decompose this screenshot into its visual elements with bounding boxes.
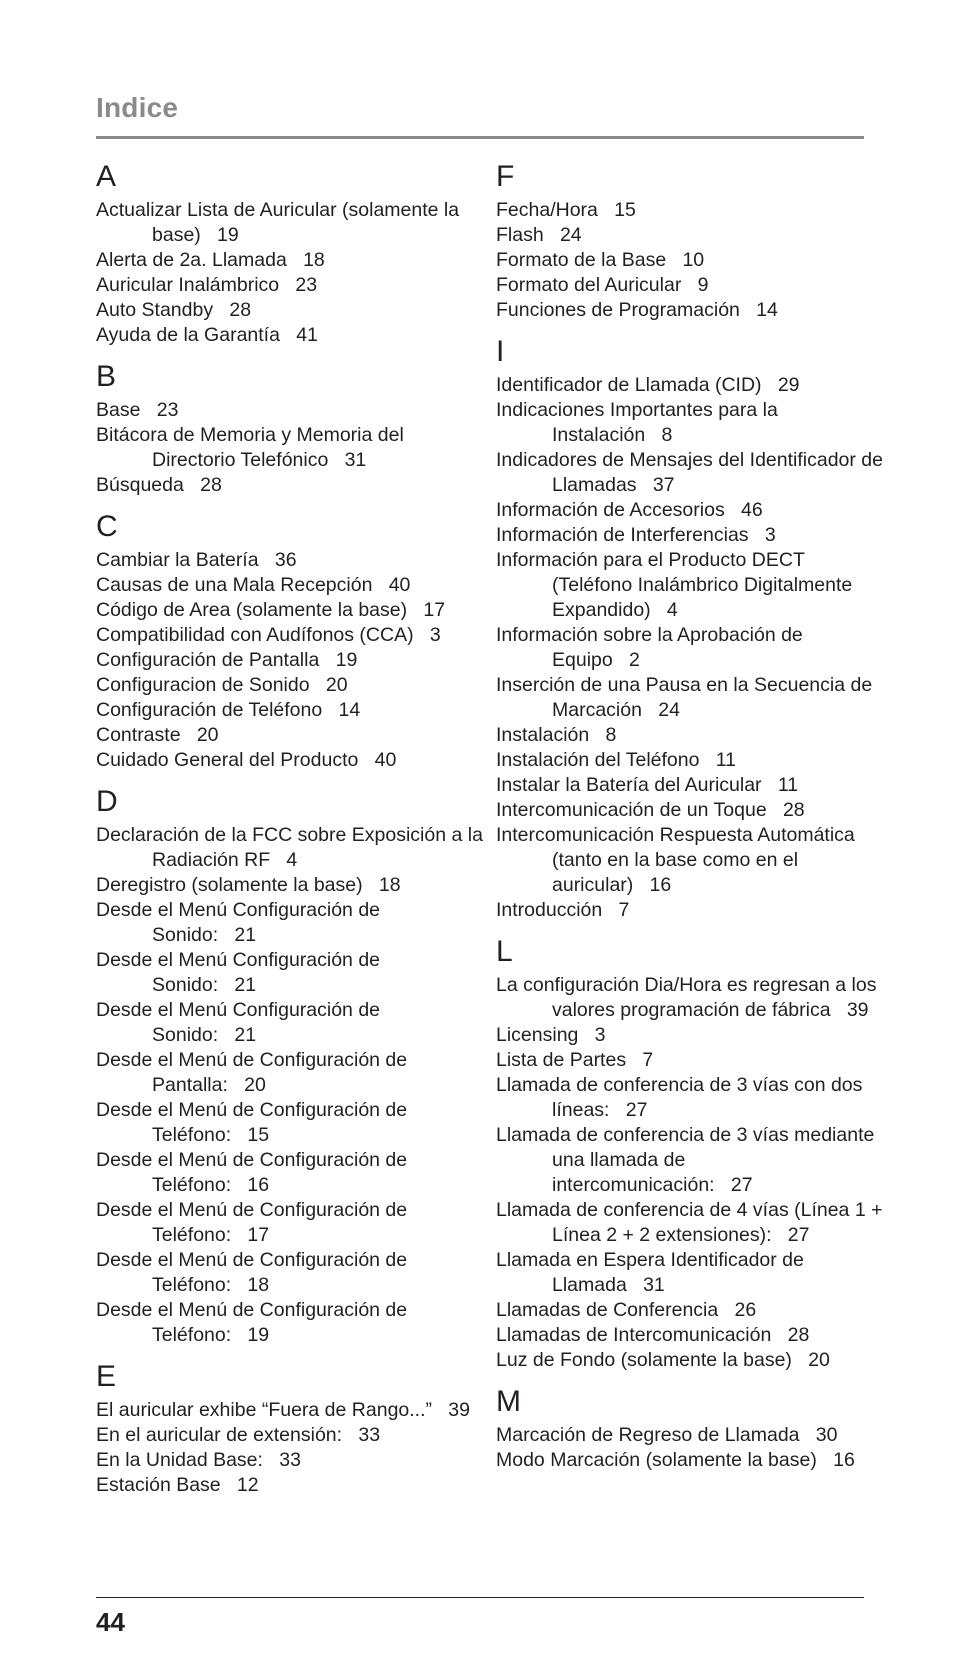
index-entry-text: Causas de una Mala Recepción (96, 574, 373, 596)
section-letter: B (96, 360, 117, 393)
index-entry-text: Inserción de una Pausa en la Secuencia de Marcación (496, 674, 873, 721)
section-letter: A (96, 160, 117, 193)
index-entry-page: 8 (605, 724, 617, 746)
index-entry-text: Desde el Menú de Configuración de Teléfono: (96, 1299, 408, 1346)
index-entry-text: Auricular Inalámbrico (96, 274, 280, 296)
index-entry-page: 2 (628, 649, 640, 671)
index-entry (496, 223, 886, 248)
index-entry (496, 448, 886, 498)
index-entry (496, 198, 886, 223)
index-entry (496, 373, 886, 398)
index-entry-text: Desde el Menú Configuración de Sonido: (96, 899, 381, 946)
index-entry-page: 20 (808, 1349, 830, 1371)
index-entry-list (96, 398, 486, 498)
index-entry (496, 248, 886, 273)
index-entry-page: 40 (374, 749, 397, 771)
index-entry (96, 698, 486, 723)
index-entry-page: 16 (649, 874, 672, 896)
index-entry (496, 673, 886, 723)
index-entry (96, 423, 486, 473)
index-entry-page: 31 (344, 449, 367, 471)
index-entry-text: Desde el Menú Configuración de Sonido: (96, 999, 381, 1046)
index-entry-text: Llamadas de Intercomunicación (496, 1324, 772, 1346)
index-entry (496, 1248, 886, 1298)
index-entry-page: 39 (448, 1399, 470, 1421)
index-entry (96, 398, 486, 423)
index-entry (96, 598, 486, 623)
index-entry-page: 33 (358, 1424, 381, 1446)
index-entry-page: 14 (338, 699, 361, 721)
index-entry (96, 1448, 486, 1473)
index-entry-text: Identificador de Llamada (CID) (496, 374, 762, 396)
index-entry-page: 36 (274, 549, 297, 571)
section-letter: E (96, 1360, 117, 1393)
index-entry (496, 1048, 886, 1073)
index-entry-page: 19 (335, 649, 358, 671)
index-entry-page: 4 (286, 849, 298, 871)
index-entry-text: Información de Accesorios (496, 499, 725, 521)
index-entry-page: 30 (815, 1424, 838, 1446)
page-number: 44 (96, 1607, 125, 1637)
index-entry-text: Configuracion de Sonido (96, 674, 310, 696)
index-entry-page: 3 (764, 524, 776, 546)
index-entry-page: 16 (833, 1449, 855, 1471)
index-entry (96, 323, 486, 348)
index-entry-text: Deregistro (solamente la base) (96, 874, 363, 896)
index-entry-text: Fecha/Hora (496, 199, 598, 221)
index-entry-text: Configuración de Pantalla (96, 649, 320, 671)
index-entry (496, 723, 886, 748)
index-entry-text: Formato del Auricular (496, 274, 682, 296)
index-entry-text: Indicaciones Importantes para la Instalación (496, 399, 778, 446)
index-entry-text: Desde el Menú de Configuración de Teléfono: (96, 1199, 408, 1246)
index-entry-text: Declaración de la FCC sobre Exposición a la Radiación RF (96, 824, 483, 871)
index-entry (96, 1148, 486, 1198)
index-entry (96, 1423, 486, 1448)
index-entry-page: 10 (682, 249, 705, 271)
section-letter: M (496, 1385, 521, 1418)
index-entry-text: Instalación del Teléfono (496, 749, 700, 771)
index-entry (96, 573, 486, 598)
index-entry-text: Intercomunicación de un Toque (496, 799, 767, 821)
index-section-i (496, 333, 886, 923)
index-entry-page: 23 (156, 399, 179, 421)
index-entry (496, 273, 886, 298)
section-letter: F (496, 160, 515, 193)
index-entry-text: Configuración de Teléfono (96, 699, 323, 721)
index-entry-list (96, 548, 486, 773)
index-entry (96, 548, 486, 573)
index-entry-text: Instalación (496, 724, 590, 746)
index-entry (96, 648, 486, 673)
index-entry-page: 19 (247, 1324, 270, 1346)
index-entry-page: 27 (787, 1224, 810, 1246)
index-entry-page: 33 (279, 1449, 301, 1471)
index-entry (496, 1423, 886, 1448)
index-entry-page: 15 (614, 199, 636, 221)
index-entry (496, 623, 886, 673)
index-entry-page: 17 (423, 599, 446, 621)
index-entry (496, 398, 886, 448)
index-entry-page: 21 (234, 974, 257, 996)
index-entry-text: Base (96, 399, 141, 421)
index-entry-list (496, 1423, 886, 1473)
index-entry (496, 1298, 886, 1323)
index-entry-page: 20 (244, 1074, 266, 1096)
index-entry-page: 27 (625, 1099, 648, 1121)
index-entry-text: Desde el Menú Configuración de Sonido: (96, 949, 381, 996)
index-entry-text: Introducción (496, 899, 603, 921)
index-entry-text: Llamada de conferencia de 3 vías con dos líneas: (496, 1074, 863, 1121)
index-entry (96, 823, 486, 873)
index-entry-list (496, 198, 886, 323)
section-letter: L (496, 935, 513, 968)
index-entry-text: Desde el Menú de Configuración de Teléfono: (96, 1249, 408, 1296)
index-entry (96, 1248, 486, 1298)
index-entry-page: 16 (247, 1174, 270, 1196)
index-entry (96, 948, 486, 998)
index-entry-page: 40 (388, 574, 411, 596)
index-entry-text: En el auricular de extensión: (96, 1424, 343, 1446)
index-entry-page: 27 (730, 1174, 753, 1196)
index-section-a (96, 158, 486, 348)
index-entry-text: La configuración Dia/Hora es regresan a los valores programación de fábrica (496, 974, 877, 1021)
index-entry-text: Licensing (496, 1024, 579, 1046)
index-entry-text: Auto Standby (96, 299, 214, 321)
index-entry-page: 8 (661, 424, 673, 446)
index-entry-page: 20 (196, 724, 219, 746)
index-entry-text: Contraste (96, 724, 181, 746)
index-entry-page: 41 (296, 324, 318, 346)
index-entry-text: Cambiar la Batería (96, 549, 259, 571)
index-entry-page: 24 (658, 699, 680, 721)
index-entry-text: Compatibilidad con Audífonos (CCA) (96, 624, 414, 646)
index-entry-page: 28 (200, 474, 222, 496)
index-entry-text: Modo Marcación (solamente la base) (496, 1449, 817, 1471)
index-entry (496, 498, 886, 523)
index-entry (496, 898, 886, 923)
index-entry (96, 748, 486, 773)
section-letter: D (96, 785, 118, 818)
index-entry (496, 1348, 886, 1373)
index-entry (496, 1123, 886, 1198)
section-letter: C (96, 510, 118, 543)
index-entry-list (96, 823, 486, 1348)
index-entry-text: Llamada en Espera Identificador de Llamada (496, 1249, 804, 1296)
index-entry-page: 19 (217, 224, 239, 246)
index-entry-text: Lista de Partes (496, 1049, 627, 1071)
index-section-m (496, 1383, 886, 1473)
index-column-right (496, 158, 886, 1483)
index-entry-text: Llamada de conferencia de 3 vías mediante una llamada de intercomunicación: (496, 1124, 875, 1196)
index-entry-text: Bitácora de Memoria y Memoria del Directorio Telefónico (96, 424, 404, 471)
index-entry-text: Código de Area (solamente la base) (96, 599, 408, 621)
index-entry-text: Indicadores de Mensajes del Identificador de Llamadas (496, 449, 883, 496)
index-entry-page: 11 (715, 749, 736, 771)
index-entry (496, 523, 886, 548)
index-entry-list (496, 373, 886, 923)
index-entry-page: 18 (303, 249, 325, 271)
index-entry-page: 37 (652, 474, 675, 496)
index-entry (496, 1198, 886, 1248)
index-entry-page: 31 (643, 1274, 665, 1296)
index-entry-page: 7 (618, 899, 630, 921)
index-entry-page: 20 (325, 674, 348, 696)
index-entry (96, 623, 486, 648)
index-entry-text: El auricular exhibe “Fuera de Rango...” (96, 1399, 433, 1421)
index-entry-text: Información para el Producto DECT (Teléfono Inalámbrico Digitalmente Expandido) (496, 549, 853, 621)
index-entry-text: Actualizar Lista de Auricular (solamente la base) (96, 199, 460, 246)
index-entry-text: Alerta de 2a. Llamada (96, 249, 287, 271)
index-entry-text: En la Unidad Base: (96, 1449, 263, 1471)
index-entry-page: 26 (734, 1299, 757, 1321)
index-entry-text: Llamada de conferencia de 4 vías (Línea 1 + Línea 2 + 2 extensiones): (496, 1199, 883, 1246)
index-section-d (96, 783, 486, 1348)
index-entry (96, 998, 486, 1048)
index-entry-page: 21 (234, 924, 257, 946)
index-entry (496, 1323, 886, 1348)
index-entry (96, 898, 486, 948)
index-entry-page: 18 (378, 874, 401, 896)
index-section-c (96, 508, 486, 773)
index-entry (496, 1448, 886, 1473)
index-entry-text: Búsqueda (96, 474, 184, 496)
index-entry-page: 23 (295, 274, 318, 296)
index-entry-text: Desde el Menú de Configuración de Pantalla: (96, 1049, 408, 1096)
index-entry (96, 1098, 486, 1148)
index-entry (496, 1023, 886, 1048)
index-entry-page: 17 (247, 1224, 270, 1246)
index-entry-page: 15 (247, 1124, 270, 1146)
index-entry-page: 3 (429, 624, 441, 646)
index-entry-text: Llamadas de Conferencia (496, 1299, 719, 1321)
index-entry-text: Ayuda de la Garantía (96, 324, 280, 346)
index-entry (96, 298, 486, 323)
index-entry (496, 798, 886, 823)
index-entry-page: 39 (846, 999, 869, 1021)
index-entry (496, 973, 886, 1023)
index-entry (96, 1198, 486, 1248)
index-entry-page: 3 (594, 1024, 606, 1046)
index-entry-text: Desde el Menú de Configuración de Teléfono: (96, 1149, 408, 1196)
index-entry-list (96, 198, 486, 348)
index-entry-page: 28 (229, 299, 252, 321)
index-entry-page: 14 (756, 299, 778, 321)
index-entry-page: 28 (782, 799, 805, 821)
footer-divider (96, 1597, 864, 1598)
index-entry-text: Funciones de Programación (496, 299, 740, 321)
index-entry (96, 873, 486, 898)
index-entry-text: Información sobre la Aprobación de Equipo (496, 624, 803, 671)
index-section-f (496, 158, 886, 323)
index-entry-text: Formato de la Base (496, 249, 667, 271)
index-entry-text: Estación Base (96, 1474, 221, 1496)
index-entry-page: 21 (234, 1024, 257, 1046)
index-section-b (96, 358, 486, 498)
index-entry (96, 198, 486, 248)
index-entry (496, 823, 886, 898)
index-entry (96, 273, 486, 298)
index-entry-text: Desde el Menú de Configuración de Teléfono: (96, 1099, 408, 1146)
index-entry (96, 1298, 486, 1348)
page-title: Indice (96, 92, 179, 123)
index-entry-page: 46 (740, 499, 763, 521)
index-entry (96, 673, 486, 698)
index-section-e (96, 1358, 486, 1498)
index-entry-page: 24 (559, 224, 582, 246)
index-entry (496, 1073, 886, 1123)
header-divider (96, 136, 864, 139)
index-entry-text: Marcación de Regreso de Llamada (496, 1424, 800, 1446)
index-entry-text: Cuidado General del Producto (96, 749, 359, 771)
index-entry (96, 1048, 486, 1098)
index-entry-text: Información de Interferencias (496, 524, 749, 546)
index-entry-page: 11 (777, 774, 799, 796)
index-entry-page: 29 (777, 374, 800, 396)
index-column-left (96, 158, 486, 1508)
index-entry-page: 9 (697, 274, 709, 296)
index-entry-text: Instalar la Batería del Auricular (496, 774, 762, 796)
index-entry-page: 28 (787, 1324, 810, 1346)
index-entry-page: 7 (642, 1049, 654, 1071)
index-entry (496, 298, 886, 323)
index-entry-text: Flash (496, 224, 544, 246)
index-entry (96, 1473, 486, 1498)
index-entry-page: 12 (236, 1474, 259, 1496)
index-entry-page: 4 (666, 599, 678, 621)
index-entry (496, 548, 886, 623)
index-entry-page: 18 (247, 1274, 270, 1296)
index-entry (96, 723, 486, 748)
index-entry (496, 748, 886, 773)
index-entry-list (96, 1398, 486, 1498)
index-entry-text: Luz de Fondo (solamente la base) (496, 1349, 792, 1371)
index-entry (96, 248, 486, 273)
index-entry-list (496, 973, 886, 1373)
section-letter: I (496, 335, 505, 368)
index-section-l (496, 933, 886, 1373)
index-entry-text: Intercomunicación Respuesta Automática (tanto en la base como en el auricular) (496, 824, 855, 896)
index-entry (96, 1398, 486, 1423)
index-entry (96, 473, 486, 498)
index-entry (496, 773, 886, 798)
